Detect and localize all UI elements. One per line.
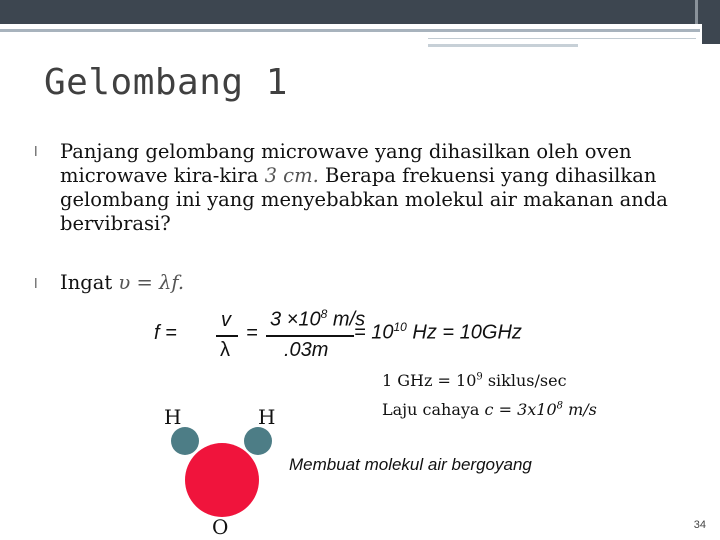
wave-equation: υ = λf.	[118, 271, 185, 294]
formula-denominator-wavelength: .03m	[284, 339, 329, 361]
top-bar-tab	[695, 0, 698, 24]
hydrogen-atom-right	[244, 427, 272, 455]
header-thin-rule	[428, 38, 696, 39]
bullet-paragraph-reminder	[60, 271, 690, 295]
wavelength-value: 3 cm.	[264, 164, 319, 187]
top-bar-corner-accent	[702, 0, 720, 44]
hydrogen-atom-left	[171, 427, 199, 455]
fraction-bar	[266, 335, 354, 337]
water-molecule-diagram	[150, 415, 290, 525]
frequency-formula	[150, 306, 550, 368]
formula-result: = $10^{10}$ Hz = 10GHz	[354, 320, 522, 344]
bullet-marker: l	[34, 277, 38, 292]
hydrogen-label-right: H	[258, 405, 276, 429]
bullet-paragraph-question	[60, 140, 690, 236]
question-text-start: Panjang gelombang microwave yang dihasilkan oleh oven microwave kira-kira	[60, 140, 632, 187]
question-text-end: Berapa frekuensi yang dihasilkan gelombang ini yang menyebabkan molekul air makanan anda bervibrasi?	[60, 164, 668, 235]
slide-title: Gelombang 1	[44, 62, 288, 103]
bullet-marker: l	[34, 145, 38, 160]
oxygen-atom	[185, 443, 259, 517]
vibration-caption: Membuat molekul air bergoyang	[289, 455, 532, 474]
page-number: 34	[693, 519, 706, 531]
formula-numerator-v: v	[221, 309, 231, 331]
top-bar	[0, 0, 720, 24]
ghz-conversion-note: 1 GHz = $10^9$ siklus/sec	[382, 371, 567, 390]
hydrogen-label-left: H	[164, 405, 182, 429]
formula-numerator-speed: $3 \times 10^8$ m/s	[270, 307, 366, 331]
fraction-bar	[216, 335, 238, 337]
header-short-rule	[428, 44, 578, 47]
oxygen-label: O	[212, 515, 229, 539]
formula-denominator-lambda: λ	[220, 339, 230, 361]
formula-equals: =	[246, 322, 258, 344]
header-rule	[0, 29, 700, 32]
reminder-text: Ingat	[60, 271, 119, 294]
speed-of-light-note: Laju cahaya $c = 3x10^8$ m/s	[382, 400, 597, 419]
formula-lhs: f =	[154, 322, 177, 344]
